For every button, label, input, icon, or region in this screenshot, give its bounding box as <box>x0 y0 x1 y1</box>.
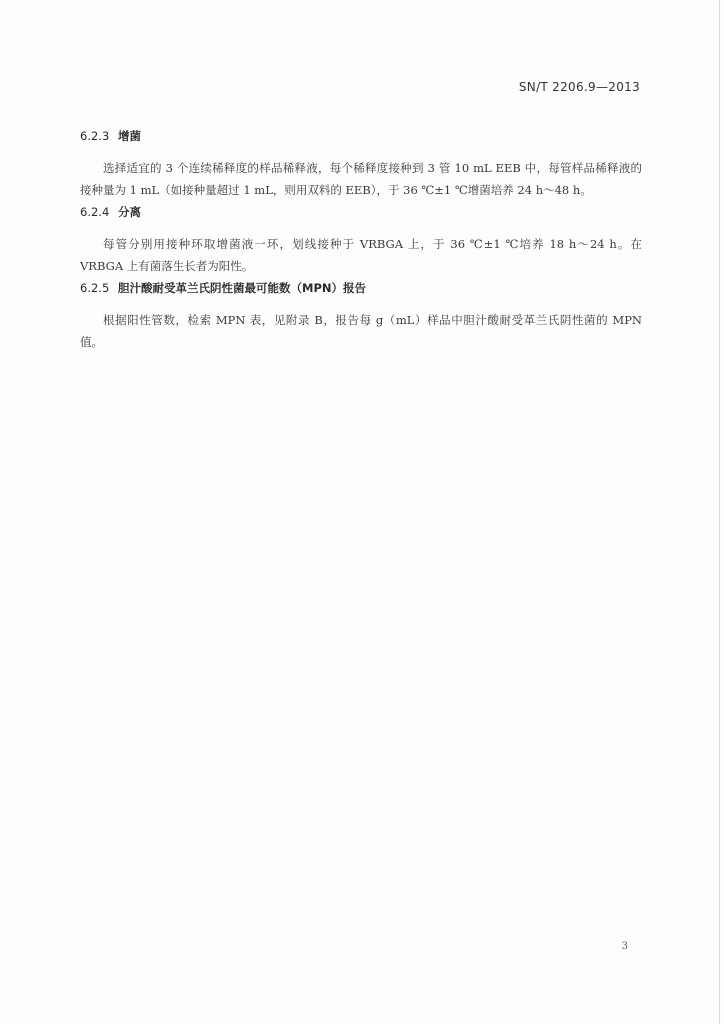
section-6-2-3 <box>80 128 642 201</box>
section-6-2-4 <box>80 204 642 277</box>
page-edge-line <box>719 0 720 1024</box>
section-number: 6.2.4 <box>80 205 110 219</box>
section-heading <box>80 128 642 144</box>
section-paragraph: 选择适宜的 3 个连续稀释度的样品稀释液，每个稀释度接种到 3 管 10 mL EEB 中，每管样品稀释液的接种量为 1 mL（如接种量超过 1 mL，则用双料的 EEB），于 36 ℃±1 ℃增菌培养 24 h～48 h。 <box>80 161 642 197</box>
section-paragraph: 每管分别用接种环取增菌液一环，划线接种于 VRBGA 上，于 36 ℃±1 ℃培养 18 h～24 h。在 VRBGA 上有菌落生长者为阳性。 <box>80 237 642 273</box>
section-paragraph: 根据阳性管数，检索 MPN 表，见附录 B，报告每 g（mL）样品中胆汁酸耐受革兰氏阴性菌的 MPN 值。 <box>80 313 642 349</box>
section-title: 增菌 <box>118 129 141 143</box>
section-title: 分离 <box>118 205 141 219</box>
section-6-2-5 <box>80 280 642 353</box>
standard-number: SN/T 2206.9—2013 <box>518 80 640 94</box>
section-title: 胆汁酸耐受革兰氏阴性菌最可能数（MPN）报告 <box>118 281 366 295</box>
section-heading <box>80 204 642 220</box>
page-number: 3 <box>621 941 628 952</box>
section-number: 6.2.5 <box>80 281 110 295</box>
section-number: 6.2.3 <box>80 129 110 143</box>
section-heading <box>80 280 642 296</box>
